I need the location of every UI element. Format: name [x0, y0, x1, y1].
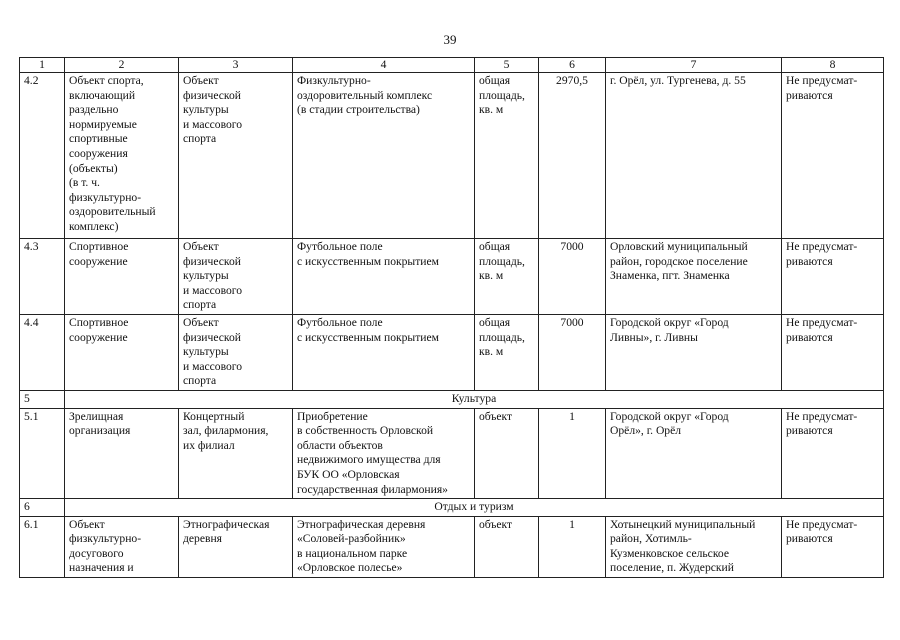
zone-info: Не предусмат- риваются	[782, 239, 884, 315]
column-number: 7	[606, 58, 782, 73]
section-title: Культура	[65, 390, 884, 408]
object-category: Концертный зал, филармония, их филиал	[179, 408, 293, 499]
measure-value: 2970,5	[539, 73, 606, 239]
object-name: Спортивное сооружение	[65, 314, 179, 390]
section-code: 5	[20, 390, 65, 408]
object-category: Этнографическая деревня	[179, 516, 293, 577]
section-row	[20, 499, 884, 517]
section-title: Отдых и туризм	[65, 499, 884, 517]
row-code: 4.4	[20, 314, 65, 390]
row-code: 4.2	[20, 73, 65, 239]
object-category: Объект физической культуры и массового спорта	[179, 73, 293, 239]
measure-unit: объект	[475, 516, 539, 577]
section-row	[20, 390, 884, 408]
row-code: 5.1	[20, 408, 65, 499]
column-number: 3	[179, 58, 293, 73]
column-number: 5	[475, 58, 539, 73]
section-code: 6	[20, 499, 65, 517]
object-name: Объект спорта, включающий раздельно нормируемые спортивные сооружения (объекты) (в т. ч. физкультурно- оздоровительный комплекс)	[65, 73, 179, 239]
object-category: Объект физической культуры и массового спорта	[179, 239, 293, 315]
measure-unit: общая площадь, кв. м	[475, 239, 539, 315]
row-code: 6.1	[20, 516, 65, 577]
object-location: Городской округ «Город Орёл», г. Орёл	[606, 408, 782, 499]
table-row	[20, 516, 884, 577]
object-name: Спортивное сооружение	[65, 239, 179, 315]
object-category: Объект физической культуры и массового спорта	[179, 314, 293, 390]
table-row	[20, 408, 884, 499]
column-number: 8	[782, 58, 884, 73]
column-number: 1	[20, 58, 65, 73]
object-name: Зрелищная организация	[65, 408, 179, 499]
object-description: Футбольное поле с искусственным покрытием	[293, 314, 475, 390]
object-description: Футбольное поле с искусственным покрытием	[293, 239, 475, 315]
object-location: Хотынецкий муниципальный район, Хотимль- Кузменковское сельское поселение, п. Жудерский	[606, 516, 782, 577]
measure-unit: объект	[475, 408, 539, 499]
page-number: 39	[443, 32, 457, 47]
object-location: Орловский муниципальный район, городское поселение Знаменка, пгт. Знаменка	[606, 239, 782, 315]
object-location: г. Орёл, ул. Тургенева, д. 55	[606, 73, 782, 239]
zone-info: Не предусмат- риваются	[782, 408, 884, 499]
zone-info: Не предусмат- риваются	[782, 314, 884, 390]
zone-info: Не предусмат- риваются	[782, 73, 884, 239]
object-description: Этнографическая деревня «Соловей-разбойник» в национальном парке «Орловское полесье»	[293, 516, 475, 577]
measure-value: 7000	[539, 239, 606, 315]
measure-unit: общая площадь, кв. м	[475, 73, 539, 239]
object-location: Городской округ «Город Ливны», г. Ливны	[606, 314, 782, 390]
table-row	[20, 239, 884, 315]
table-row	[20, 314, 884, 390]
measure-value: 7000	[539, 314, 606, 390]
object-description: Приобретение в собственность Орловской области объектов недвижимого имущества для БУК ОО «Орловская государственная филармония»	[293, 408, 475, 499]
measure-unit: общая площадь, кв. м	[475, 314, 539, 390]
column-number: 6	[539, 58, 606, 73]
row-code: 4.3	[20, 239, 65, 315]
zone-info: Не предусмат- риваются	[782, 516, 884, 577]
objects-table	[19, 57, 884, 578]
column-number: 4	[293, 58, 475, 73]
measure-value: 1	[539, 408, 606, 499]
object-description: Физкультурно- оздоровительный комплекс (в стадии строительства)	[293, 73, 475, 239]
column-number-row	[20, 58, 884, 73]
column-number: 2	[65, 58, 179, 73]
measure-value: 1	[539, 516, 606, 577]
object-name: Объект физкультурно- досугового назначения и	[65, 516, 179, 577]
table-row	[20, 73, 884, 239]
